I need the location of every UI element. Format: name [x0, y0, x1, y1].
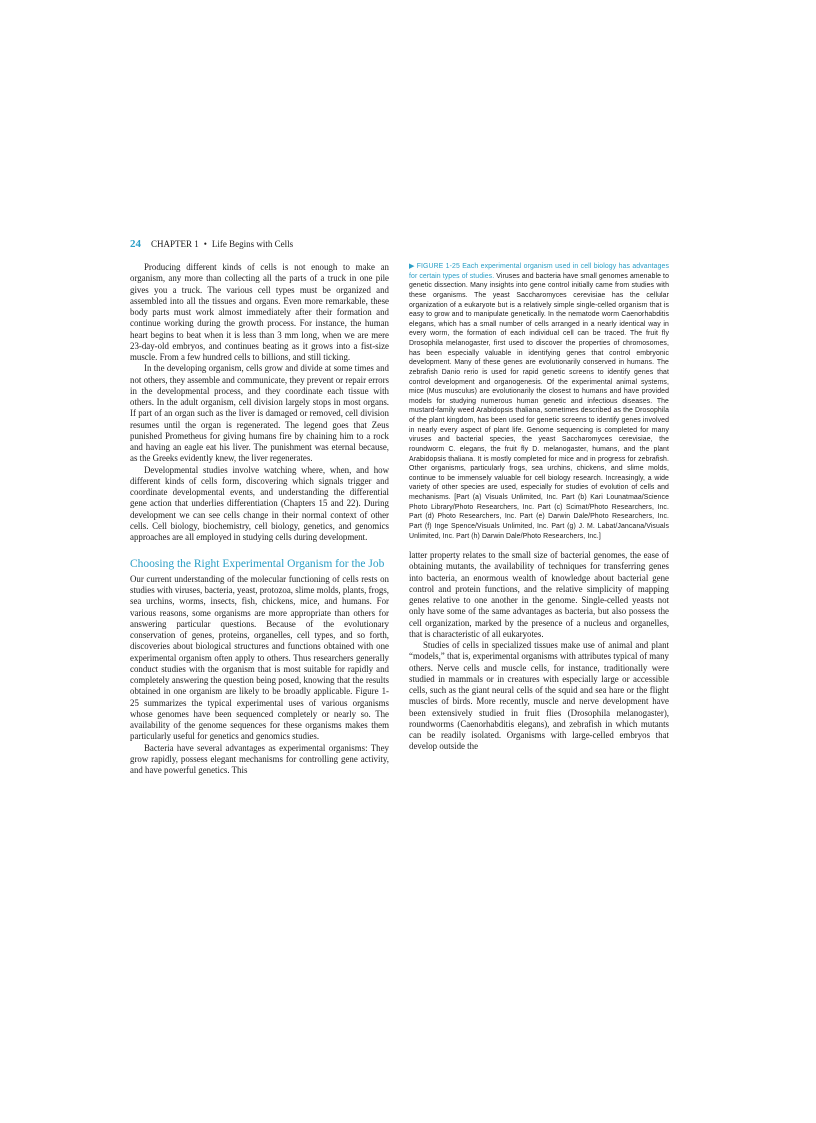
right-column [409, 262, 669, 753]
paragraph: In the developing organism, cells grow and divide at some times and not others, they assemble and communicate, they prevent or repair errors in the developmental process, and they coordinate each tissue with others. In the adult organism, cell division largely stops in most organs. If part of an organ such as the liver is damaged or removed, cell division resumes until the organ is regenerated. The legend goes that Zeus punished Prometheus for giving humans fire by chaining him to a rock and having an eagle eat his liver. The punishment was eternal because, as the Greeks evidently knew, the liver regenerates. [130, 363, 389, 464]
left-column [130, 262, 389, 776]
paragraph: Our current understanding of the molecular functioning of cells rests on studies with viruses, bacteria, yeast, protozoa, slime molds, plants, frogs, sea urchins, worms, insects, fish, chickens, mice, and humans. For various reasons, some organisms are more appropriate than others for answering particular questions. Because of the evolutionary conservation of genes, proteins, organelles, cell types, and so forth, discoveries about biological structures and functions obtained with one experimental organism often apply to others. Thus researchers generally conduct studies with the organism that is most suitable for rapidly and completely answering the question being posed, knowing that the results obtained in one organism are likely to be broadly applicable. Figure 1-25 summarizes the typical experimental uses of various organisms whose genomes have been sequenced completely or nearly so. The availability of the genome sequences for these organisms makes them particularly useful for genetics and genomics studies. [130, 573, 389, 742]
paragraph: Bacteria have several advantages as experimental organisms: They grow rapidly, possess elegant mechanisms for controlling gene activity, and have powerful genetics. This [130, 742, 389, 775]
paragraph: Studies of cells in specialized tissues make use of animal and plant “models,” that is, experimental organisms with attributes typical of many others. Nerve cells and muscle cells, for instance, traditionally were studied in mammals or in creatures with especially large or accessible cells, such as the giant neural cells of the squid and sea hare or the flight muscles of birds. More recently, muscle and nerve development have been extensively studied in fruit flies (Drosophila melanogaster), roundworms (Caenorhabditis elegans), and zebrafish in which mutants can be readily isolated. Organisms with large-celled embryos that develop outside the [409, 640, 669, 752]
separator-bullet: • [203, 239, 207, 249]
running-head [130, 238, 293, 250]
paragraph: Producing different kinds of cells is not enough to make an organism, any more than collecting all the parts of a truck in one pile gives you a truck. The various cell types must be organized and assembled into all the tissues and organs. Even more remarkable, these body parts must work almost immediately after their formation and continue working during the growth process. For instance, the human heart begins to beat when it is less than 3 mm long, when we are mere 23-day-old embryos, and continues beating as it grows into a fist-size muscle. From a few hundred cells to billions, and still ticking. [130, 262, 389, 362]
caption-arrow-icon: ▶ [409, 263, 415, 270]
paragraph: latter property relates to the small size of bacterial genomes, the ease of obtaining mutants, the availability of techniques for transferring genes into bacteria, an enormous wealth of knowledge about bacterial gene control and protein functions, and the relative simplicity of mapping genes relative to one another in the genome. Single-celled yeasts not only have some of the same advantages as bacteria, but also possess the cell organization, marked by the presence of a nucleus and organelles, that is characteristic of all eukaryotes. [409, 550, 669, 639]
chapter-title: Life Begins with Cells [211, 239, 294, 249]
page-number: 24 [130, 238, 141, 250]
paragraph: Developmental studies involve watching where, when, and how different kinds of cells form, discovering which signals trigger and coordinate developmental events, and understanding the differential gene action that underlies differentiation (Chapters 15 and 22). During development we can see cells change in their normal context of other cells. Cell biology, biochemistry, cell biology, genetics, and genomics approaches are all employed in studying cells during development. [130, 464, 389, 542]
chapter-label: CHAPTER 1 [151, 239, 199, 249]
caption-body: Viruses and bacteria have small genomes amenable to genetic dissection. Many insights into gene control initially came from studies with these organisms. The yeast Saccharomyces cerevisiae has the cellular organization of a eukaryote but is a relatively simple single-celled organism that is easy to grow and to manipulate genetically. In the nematode worm Caenorhabditis elegans, which has a small number of cells arranged in a nearly identical way in every worm, the formation of each individual cell can be traced. The fruit fly Drosophila melanogaster, first used to discover the properties of chromosomes, has been especially valuable in identifying genes that control embryonic development. Many of these genes are evolutionarily conserved in humans. The zebrafish Danio rerio is used for rapid genetic screens to identify genes that control development and organogenesis. Of the experimental animal systems, mice (Mus musculus) are evolutionarily the closest to humans and have provided models for studying numerous human genetic and infectious diseases. The mustard-family weed Arabidopsis thaliana, sometimes described as the Drosophila of the plant kingdom, has been used for genetic screens to identify genes involved in nearly every aspect of plant life. Genome sequencing is completed for many viruses and bacterial species, the yeast Saccharomyces cerevisiae, the roundworm C. elegans, the fruit fly D. melanogaster, humans, and the plant Arabidopsis thaliana. It is mostly completed for mice and in progress for zebrafish. Other organisms, particularly frogs, sea urchins, chickens, and slime molds, continue to be immensely valuable for cell biology research. Increasingly, a wide variety of other species are used, especially for studies of evolution of cells and mechanisms. [Part (a) Visuals Unlimited, Inc. Part (b) Kari Lounatmaa/Science Photo Library/Photo Researchers, Inc. Part (c) Scimat/Photo Researchers, Inc. Part (d) Photo Researchers, Inc. Part (e) Darwin Dale/Photo Researchers, Inc. Part (f) Inge Spence/Visuals Unlimited, Inc. Part (g) J. M. Labat/Jancana/Visuals Unlimited, Inc. Part (h) Darwin Dale/Photo Researchers, Inc.] [409, 272, 670, 540]
figure-caption [409, 262, 669, 541]
caption-lead: FIGURE 1-25 Each experimental organism used in cell biology has advantages for certain types of studies. [409, 263, 669, 280]
section-heading: Choosing the Right Experimental Organism for the Job [130, 558, 385, 571]
